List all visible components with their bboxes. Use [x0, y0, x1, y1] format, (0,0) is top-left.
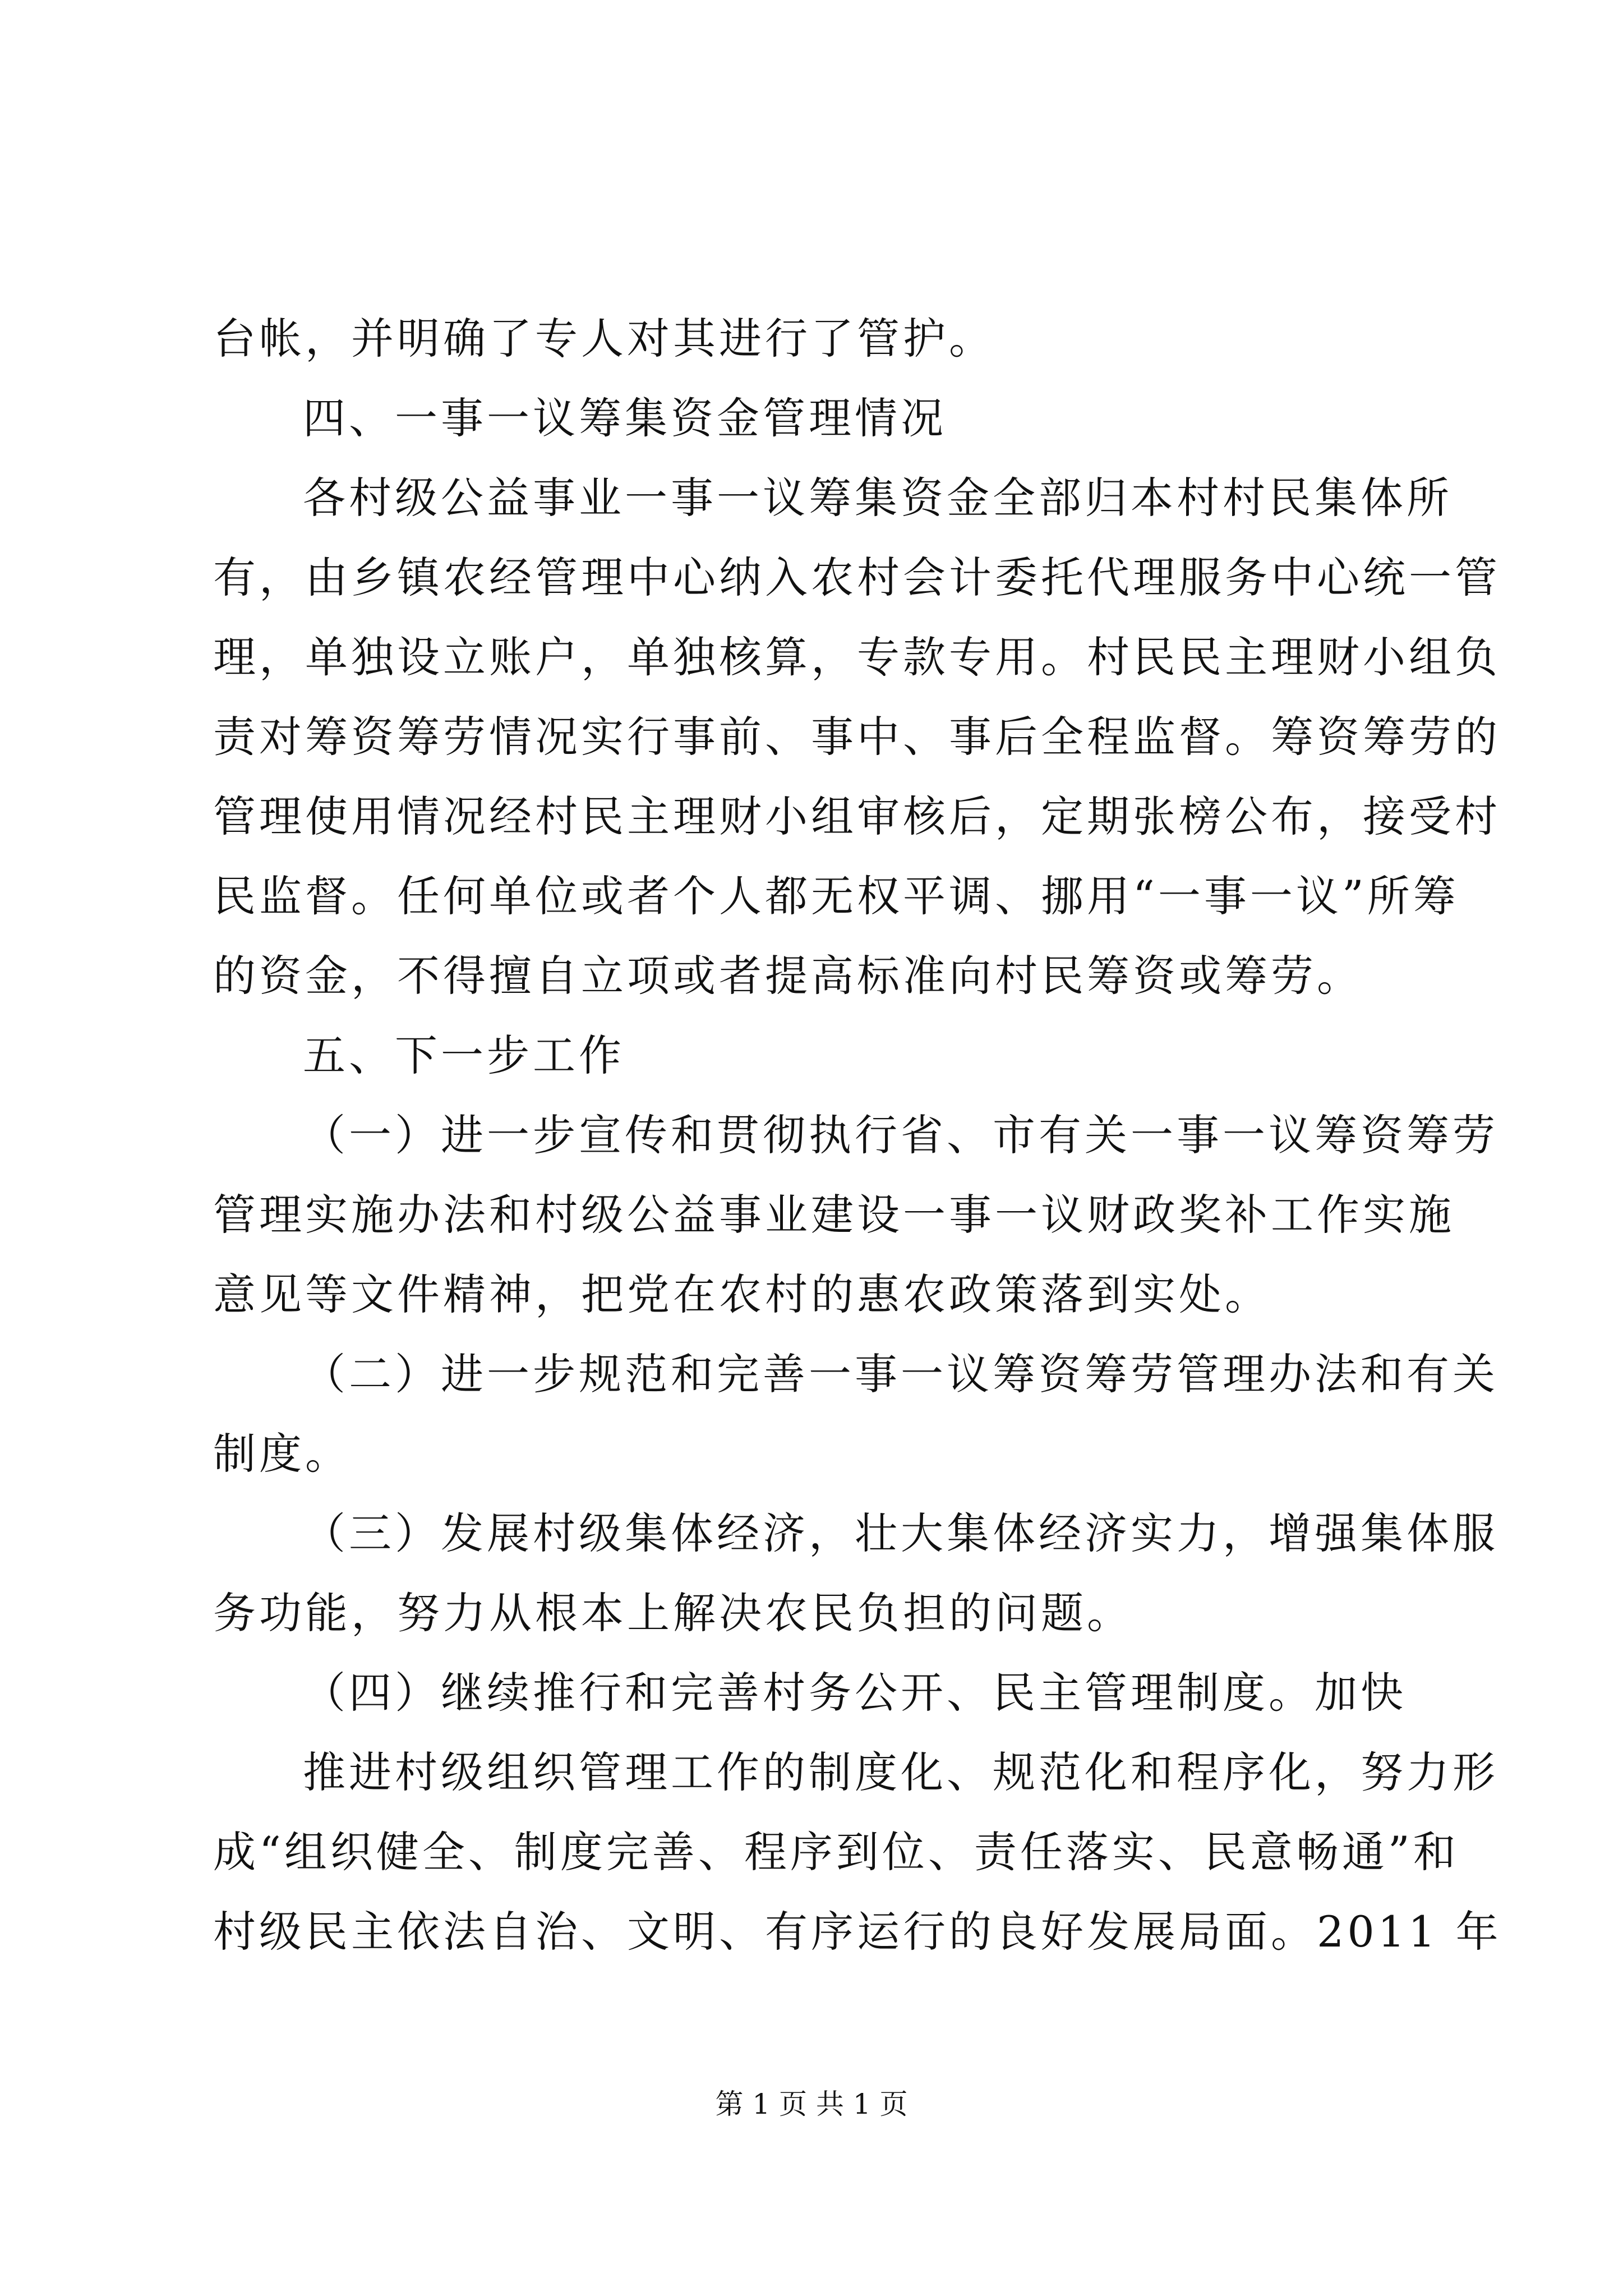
- body-line: （四）继续推行和完善村务公开、民主管理制度。加快: [303, 1668, 1407, 1718]
- section-heading: 五、下一步工作: [303, 1030, 625, 1080]
- body-line: 务功能，努力从根本上解决农民负担的问题。: [213, 1588, 1133, 1638]
- body-line: 成“组织健全、制度完善、程序到位、责任落实、民意畅通”和: [213, 1827, 1459, 1877]
- body-line: 管理使用情况经村民主理财小组审核后，定期张榜公布，接受村: [213, 792, 1501, 841]
- body-line: 民监督。任何单位或者个人都无权平调、挪用“一事一议”所筹: [213, 871, 1459, 921]
- body-line: 有，由乡镇农经管理中心纳入农村会计委托代理服务中心统一管: [213, 553, 1501, 602]
- body-line: （一）进一步宣传和贯彻执行省、市有关一事一议筹资筹劳: [303, 1110, 1498, 1160]
- body-line: 的资金，不得擅自立项或者提高标准向村民筹资或筹劳。: [213, 951, 1363, 1001]
- section-heading: 四、一事一议筹集资金管理情况: [303, 393, 947, 443]
- body-line: 各村级公益事业一事一议筹集资金全部归本村村民集体所: [303, 473, 1453, 523]
- body-line: 管理实施办法和村级公益事业建设一事一议财政奖补工作实施: [213, 1190, 1455, 1240]
- page-footer: 第 1 页 共 1 页: [715, 2088, 908, 2120]
- body-line: 村级民主依法自治、文明、有序运行的良好发展局面。2011 年: [213, 1907, 1502, 1957]
- body-line: 责对筹资筹劳情况实行事前、事中、事后全程监督。筹资筹劳的: [213, 712, 1501, 762]
- body-line: 意见等文件精神，把党在农村的惠农政策落到实处。: [213, 1269, 1271, 1319]
- body-line: 台帐，并明确了专人对其进行了管护。: [213, 314, 995, 364]
- body-line: （二）进一步规范和完善一事一议筹资筹劳管理办法和有关: [303, 1349, 1498, 1399]
- body-line: 理，单独设立账户，单独核算，专款专用。村民民主理财小组负: [213, 632, 1501, 682]
- body-line: （三）发展村级集体经济，壮大集体经济实力，增强集体服: [303, 1508, 1498, 1558]
- body-line: 制度。: [213, 1429, 351, 1479]
- body-line: 推进村级组织管理工作的制度化、规范化和程序化，努力形: [303, 1747, 1498, 1797]
